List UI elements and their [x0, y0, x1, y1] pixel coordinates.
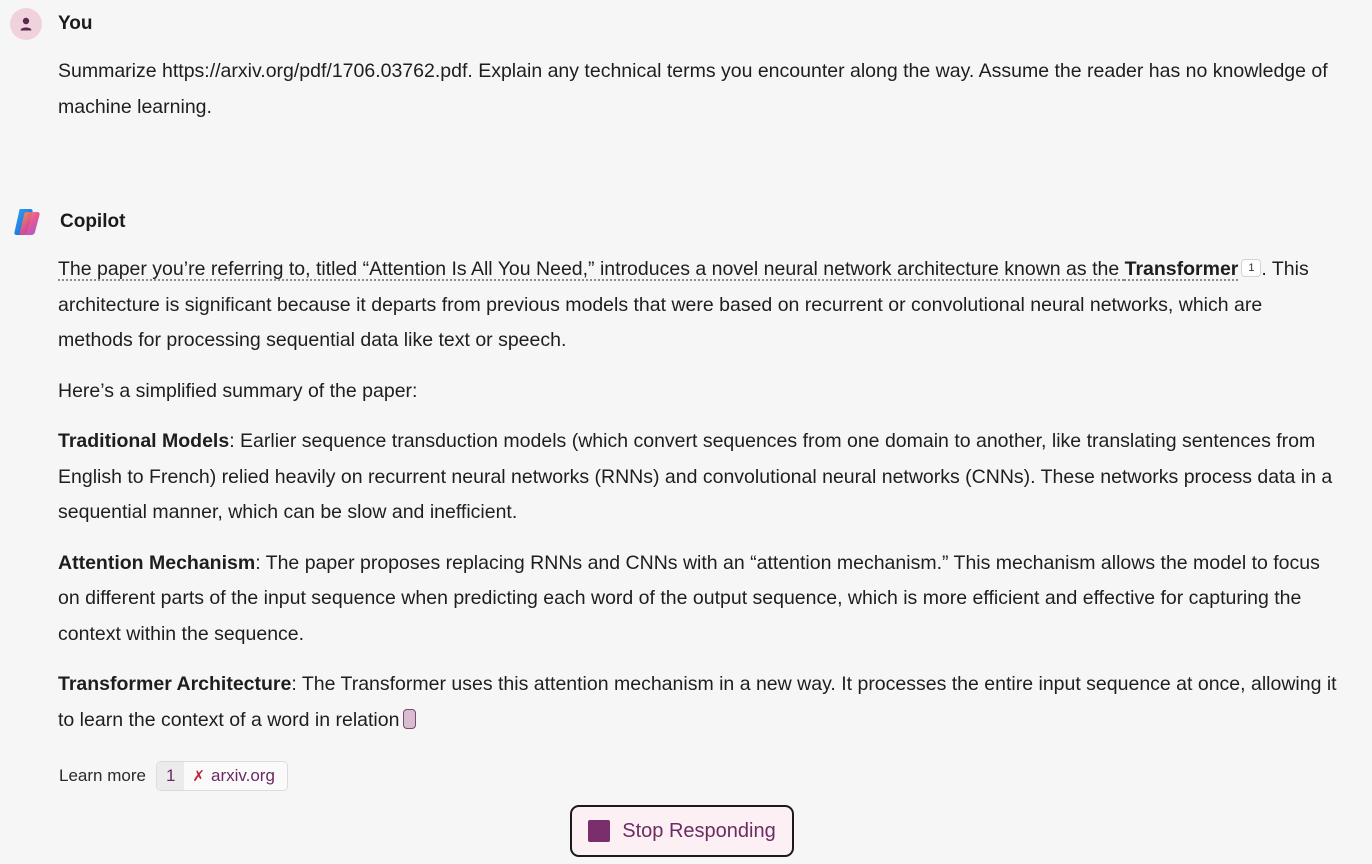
user-message-text-block	[58, 54, 1338, 140]
section-text: : The Transformer uses this attention mechanism in a new way. It processes the entire input sequence at once, allowing it to learn the context of a word in relation	[58, 673, 1337, 731]
learn-more-label: Learn more	[59, 766, 146, 785]
section-text: : The paper proposes replacing RNNs and CNNs with an “attention mechanism.” This mechanism allows the model to focus on different parts of the input sequence when predicting each word of the output sequence, which is more efficient and effective for capturing the context within the sequence.	[58, 551, 1320, 645]
copilot-author-name: Copilot	[60, 211, 126, 232]
source-number: 1	[157, 762, 184, 790]
copilot-message-header	[10, 205, 125, 239]
section-paragraph	[58, 667, 1338, 738]
section-text: : Earlier sequence transduction models (which convert sequences from one domain to another, like translating sentences from English to French) relied heavily on recurrent neural networks (RNNs) and convolutional neural networks (CNNs). These networks process data in a sequential manner, which can be slow and inefficient.	[58, 430, 1333, 523]
section-paragraph	[58, 424, 1338, 531]
intro-underlined-text: The paper you’re referring to, titled “Attention Is All You Need,” introduces a novel neural network architecture known as the	[58, 258, 1125, 280]
arxiv-icon: ✗	[192, 768, 205, 785]
stop-responding-label: Stop Responding	[622, 819, 776, 842]
section-title: Traditional Models	[58, 430, 230, 452]
section-title: Transformer Architecture	[58, 673, 292, 695]
citation-marker[interactable]: 1	[1241, 259, 1261, 277]
typing-cursor	[403, 709, 416, 729]
copilot-response-text	[58, 252, 1338, 753]
intro-bold-term: Transformer	[1124, 258, 1239, 280]
intro-after-text: . This architecture is significant because it departs from previous models that were based on recurrent or convolutional neural networks, which are methods for processing sequential data like text or speech.	[58, 258, 1309, 351]
copilot-logo-icon	[10, 205, 44, 239]
user-author-name: You	[58, 13, 93, 34]
user-avatar	[10, 8, 42, 40]
user-message-header	[10, 8, 92, 40]
stop-icon	[588, 820, 610, 842]
section-paragraph	[58, 546, 1338, 653]
source-link-arxiv[interactable]	[156, 761, 288, 791]
source-domain: arxiv.org	[210, 766, 275, 785]
person-icon	[18, 16, 34, 32]
cited-sentence[interactable]	[58, 258, 1238, 280]
learn-more-bar	[59, 761, 288, 791]
user-message-text: Summarize https://arxiv.org/pdf/1706.03762.pdf. Explain any technical terms you encounter along the way. Assume the reader has no knowledge of machine learning.	[58, 60, 1328, 118]
summary-intro: Here’s a simplified summary of the paper:	[58, 379, 418, 402]
stop-responding-button[interactable]	[570, 805, 794, 857]
section-title: Attention Mechanism	[58, 551, 256, 574]
copilot-intro-paragraph	[58, 252, 1338, 359]
